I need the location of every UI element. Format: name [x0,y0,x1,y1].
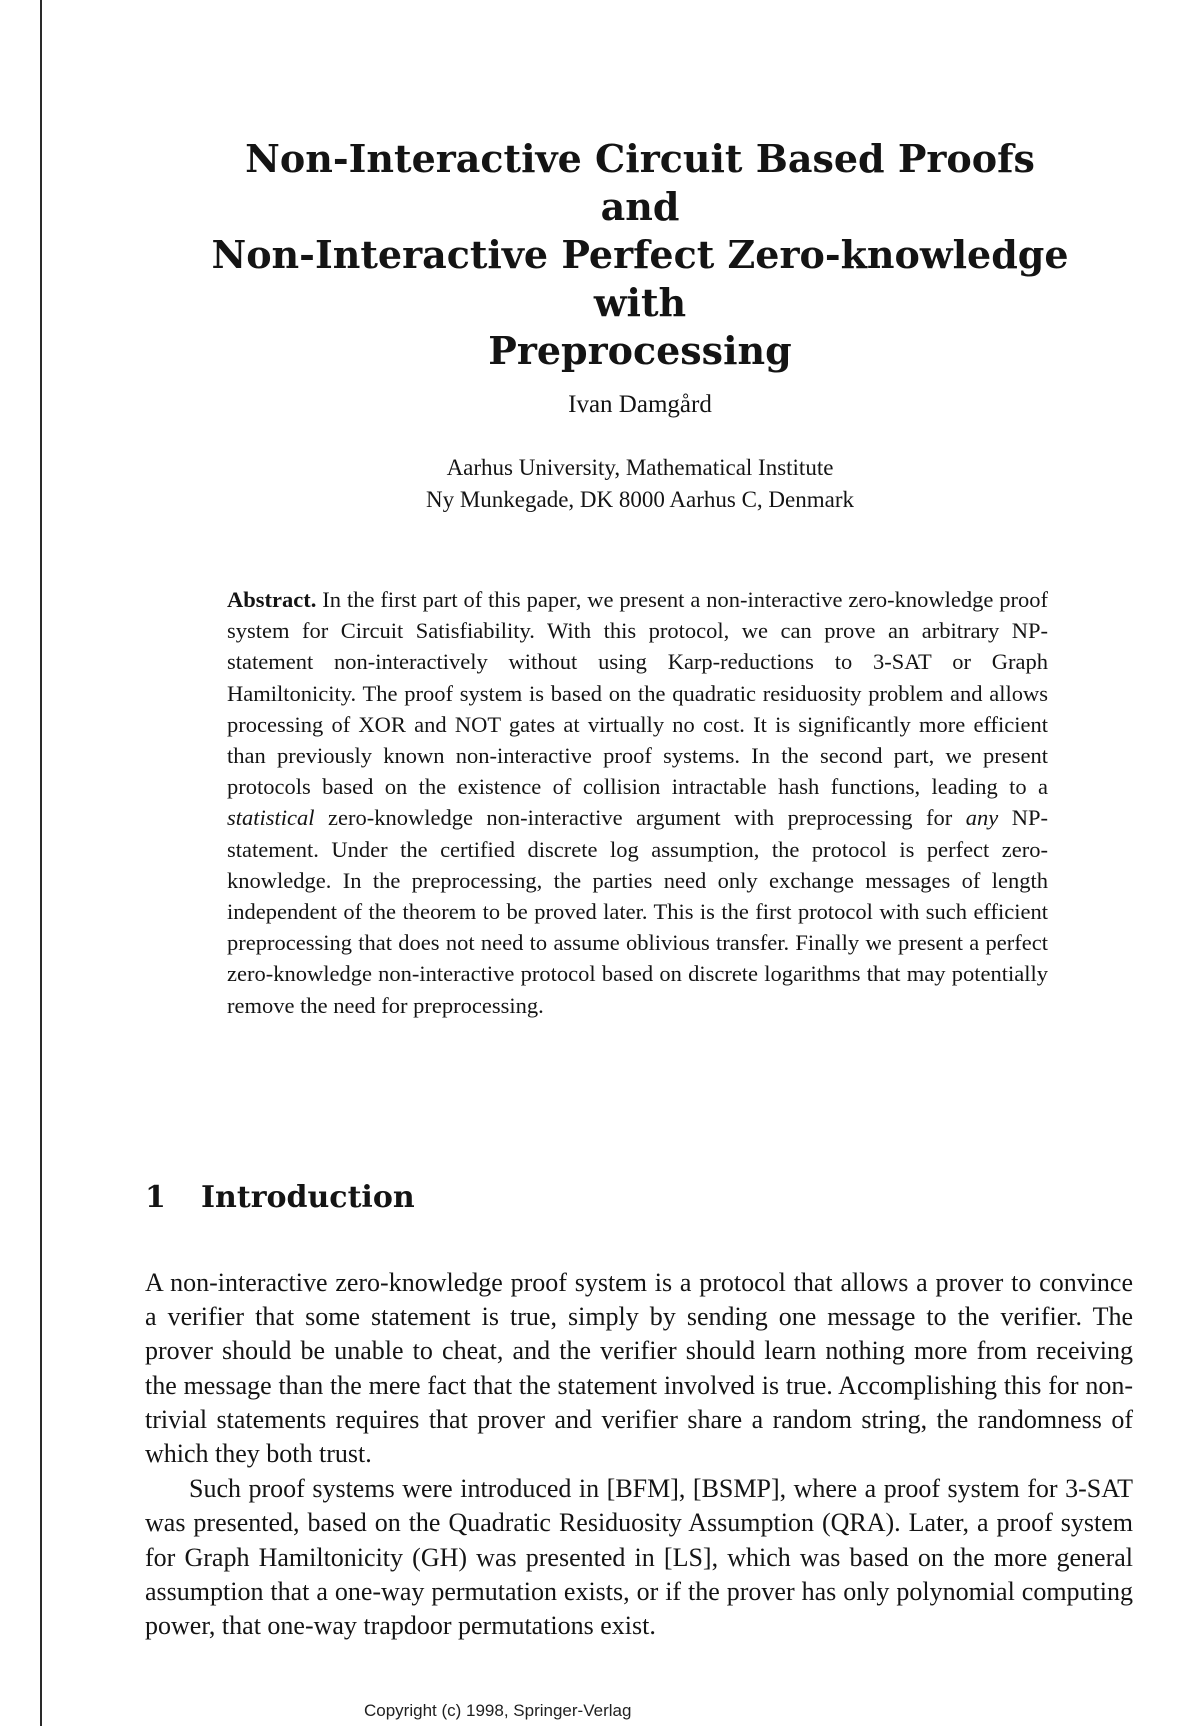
title-line: Non-Interactive Circuit Based Proofs [245,136,1035,181]
abstract [227,584,1048,1021]
section-heading [145,1178,945,1218]
author-name: Ivan Damgård [568,391,712,418]
body-paragraph: A non-interactive zero-knowledge proof system is a protocol that allows a prover to convince a verifier that some statement is true, simply by sending one message to the verifier. The prover should be unable to cheat, and the verifier should learn nothing more from receiving the message than the mere fact that the statement involved is true. Accomplishing this for non-trivial statements requires that prover and verifier share a random string, the randomness of which they both trust. [145,1268,1133,1469]
introduction-body [145,1266,1133,1643]
title-line: Non-Interactive Perfect Zero-knowledge with [211,232,1069,325]
abstract-text: zero-knowledge non-interactive argument with preprocessing for [328,805,953,831]
affiliation-line: Ny Munkegade, DK 8000 Aarhus C, Denmark [426,487,854,512]
left-margin-rule [40,0,42,1726]
affiliation [160,452,1120,516]
abstract-emphasis: any [965,805,999,831]
affiliation-line: Aarhus University, Mathematical Institute [446,455,834,480]
title-line: and [600,184,680,229]
abstract-emphasis: statistical [227,805,315,831]
copyright-notice: Copyright (c) 1998, Springer-Verlag [364,1701,632,1720]
abstract-text: In the first part of this paper, we present a non-interactive zero-knowledge proof system for Circuit Satisfiability. With this protocol, we can prove an arbitrary NP-statement non-interactively without using Karp-reductions to 3-SAT or Graph Hamiltonicity. The proof system is based on the quadratic residuosity problem and allows processing of XOR and NOT gates at virtually no cost. It is significantly more efficient than previously known non-interactive proof systems. In the second part, we present protocols based on the existence of collision intractable hash functions, leading to a [227,587,1048,800]
abstract-label: Abstract. [227,587,317,612]
title-line: Preprocessing [488,328,792,373]
abstract-text: NP-statement. Under the certified discrete log assumption, the protocol is perfect zero-knowledge. In the preprocessing, the parties need only exchange messages of length independent of the theorem to be proved later. This is the first protocol with such efficient preprocessing that does not need to assume oblivious transfer. Finally we present a perfect zero-knowledge non-interactive protocol based on discrete logarithms that may potentially remove the need for preprocessing. [227,805,1049,1018]
section-number: 1 [145,1180,166,1215]
body-paragraph: Such proof systems were introduced in [BFM], [BSMP], where a proof system for 3-SAT was presented, based on the Quadratic Residuosity Assumption (QRA). Later, a proof system for Graph Hamiltonicity (GH) was presented in [LS], which was based on the more general assumption that a one-way permutation exists, or if the prover has only polynomial computing power, that one-way trapdoor permutations exist. [145,1474,1133,1641]
paper-title [160,135,1120,375]
section-title: Introduction [201,1180,415,1215]
